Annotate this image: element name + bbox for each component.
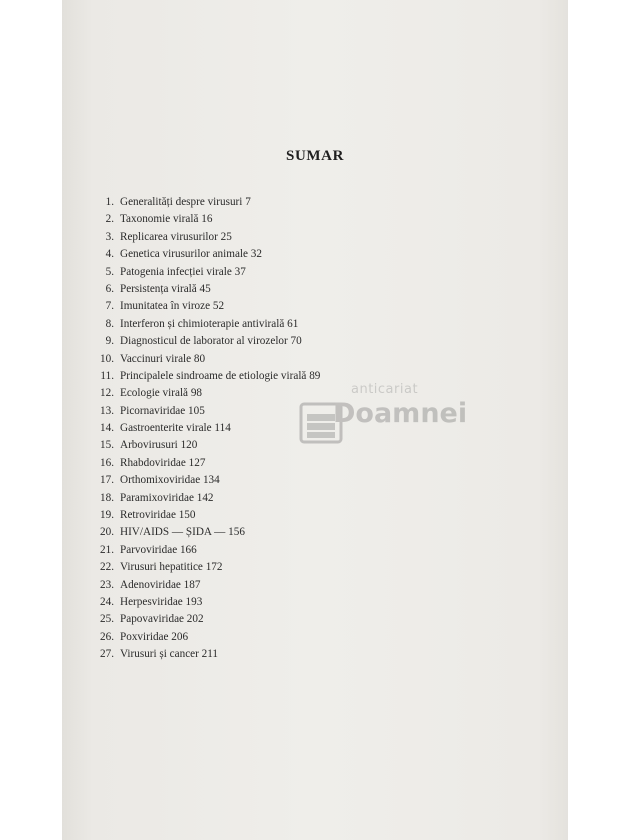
toc-entry: [88, 281, 320, 298]
toc-entry-text: Ecologie virală 98: [120, 387, 203, 400]
toc-entry-number: 23.: [100, 578, 114, 591]
toc-entry: [88, 403, 320, 420]
toc-entry-text: Paramixoviridae 142: [120, 491, 214, 504]
toc-entry: [88, 333, 320, 350]
toc-entry-number: 24.: [100, 595, 114, 608]
toc-entry-number: 22.: [100, 561, 114, 574]
toc-entry-number: 3.: [105, 230, 114, 243]
toc-entry: [88, 246, 320, 263]
toc-entry: [88, 194, 320, 211]
toc-entry: [88, 455, 320, 472]
toc-entry-text: Poxviridae 206: [120, 630, 189, 643]
toc-entry: [88, 629, 320, 646]
toc-entry-text: Herpesviridae 193: [120, 595, 203, 608]
toc-entry: [88, 542, 320, 559]
toc-entry-number: 25.: [100, 613, 114, 626]
toc-entry: [88, 490, 320, 507]
toc-entry-text: Arbovirusuri 120: [120, 439, 198, 452]
toc-entry-number: 10.: [100, 352, 114, 365]
toc-entry-number: 27.: [100, 648, 114, 661]
toc-entry-number: 7.: [105, 300, 114, 313]
toc-entry-text: Papovaviridae 202: [120, 613, 204, 626]
toc-entry-number: 14.: [100, 422, 114, 435]
toc-entry-text: Genetica virusurilor animale 32: [120, 248, 262, 261]
toc-entry-number: 20.: [100, 526, 114, 539]
toc-entry-number: 6.: [105, 282, 114, 295]
toc-entry: [88, 420, 320, 437]
toc-entry: [88, 524, 320, 541]
toc-entry-number: 2.: [105, 213, 114, 226]
toc-entry-text: Persistența virală 45: [120, 282, 211, 295]
toc-entry: [88, 559, 320, 576]
toc-entry-text: Taxonomie virală 16: [120, 213, 213, 226]
toc-entry: [88, 594, 320, 611]
book-page: [62, 0, 568, 840]
toc-entry-text: Generalități despre virusuri 7: [120, 196, 251, 208]
toc-entry-number: 15.: [100, 439, 114, 452]
toc-entry-text: Diagnosticul de laborator al virozelor 70: [120, 335, 302, 348]
toc-entry-text: Interferon și chimioterapie antivirală 61: [120, 317, 299, 330]
toc-entry: [88, 577, 320, 594]
watermark-line2: Doamnei: [333, 398, 468, 429]
toc-entry-number: 9.: [105, 335, 114, 348]
toc-entry-text: Vaccinuri virale 80: [120, 352, 206, 365]
watermark: [299, 372, 468, 452]
toc-entry: [88, 229, 320, 246]
toc-entry: [88, 611, 320, 628]
toc-entry-number: 16.: [100, 456, 114, 469]
toc-entry: [88, 211, 320, 228]
toc-entry-number: 19.: [100, 509, 114, 522]
toc-entry: [88, 646, 320, 663]
toc-entry-text: Adenoviridae 187: [120, 578, 201, 591]
toc-entry-number: 21.: [100, 543, 114, 556]
toc-entry-number: 4.: [105, 248, 114, 261]
toc-entry-text: Principalele sindroame de etiologie virală 89: [120, 369, 321, 382]
toc-entry-text: Replicarea virusurilor 25: [120, 230, 232, 243]
toc-entry: [88, 298, 320, 315]
toc-entry-number: 5.: [105, 265, 114, 278]
watermark-line1: anticariat: [351, 382, 419, 397]
table-of-contents: [88, 194, 320, 664]
toc-entry-number: 18.: [100, 491, 114, 504]
toc-entry: [88, 437, 320, 454]
toc-entry-text: Retroviridae 150: [120, 509, 196, 522]
toc-entry-text: Parvoviridae 166: [120, 543, 197, 556]
toc-entry: [88, 316, 320, 333]
toc-entry: [88, 368, 320, 385]
toc-entry-text: Rhabdoviridae 127: [120, 456, 206, 469]
toc-entry: [88, 472, 320, 489]
toc-entry-text: Virusuri hepatitice 172: [120, 561, 223, 574]
toc-entry-text: Virusuri și cancer 211: [120, 648, 219, 661]
toc-entry-text: HIV/AIDS — ȘIDA — 156: [120, 526, 245, 539]
toc-entry-text: Patogenia infecției virale 37: [120, 265, 246, 278]
toc-entry-text: Imunitatea în viroze 52: [120, 300, 225, 313]
toc-entry-text: Picornaviridae 105: [120, 404, 205, 417]
page-title: SUMAR: [286, 148, 344, 164]
toc-entry: [88, 351, 320, 368]
toc-entry: [88, 264, 320, 281]
toc-entry-number: 1.: [105, 196, 114, 208]
toc-entry-number: 11.: [100, 369, 114, 382]
toc-entry: [88, 385, 320, 402]
toc-entry-text: Gastroenterite virale 114: [120, 422, 231, 435]
toc-entry-number: 13.: [100, 404, 114, 417]
toc-entry-text: Orthomixoviridae 134: [120, 474, 220, 487]
toc-entry-number: 17.: [100, 474, 114, 487]
toc-entry: [88, 507, 320, 524]
toc-entry-number: 26.: [100, 630, 114, 643]
toc-entry-number: 12.: [100, 387, 114, 400]
toc-entry-number: 8.: [105, 317, 114, 330]
